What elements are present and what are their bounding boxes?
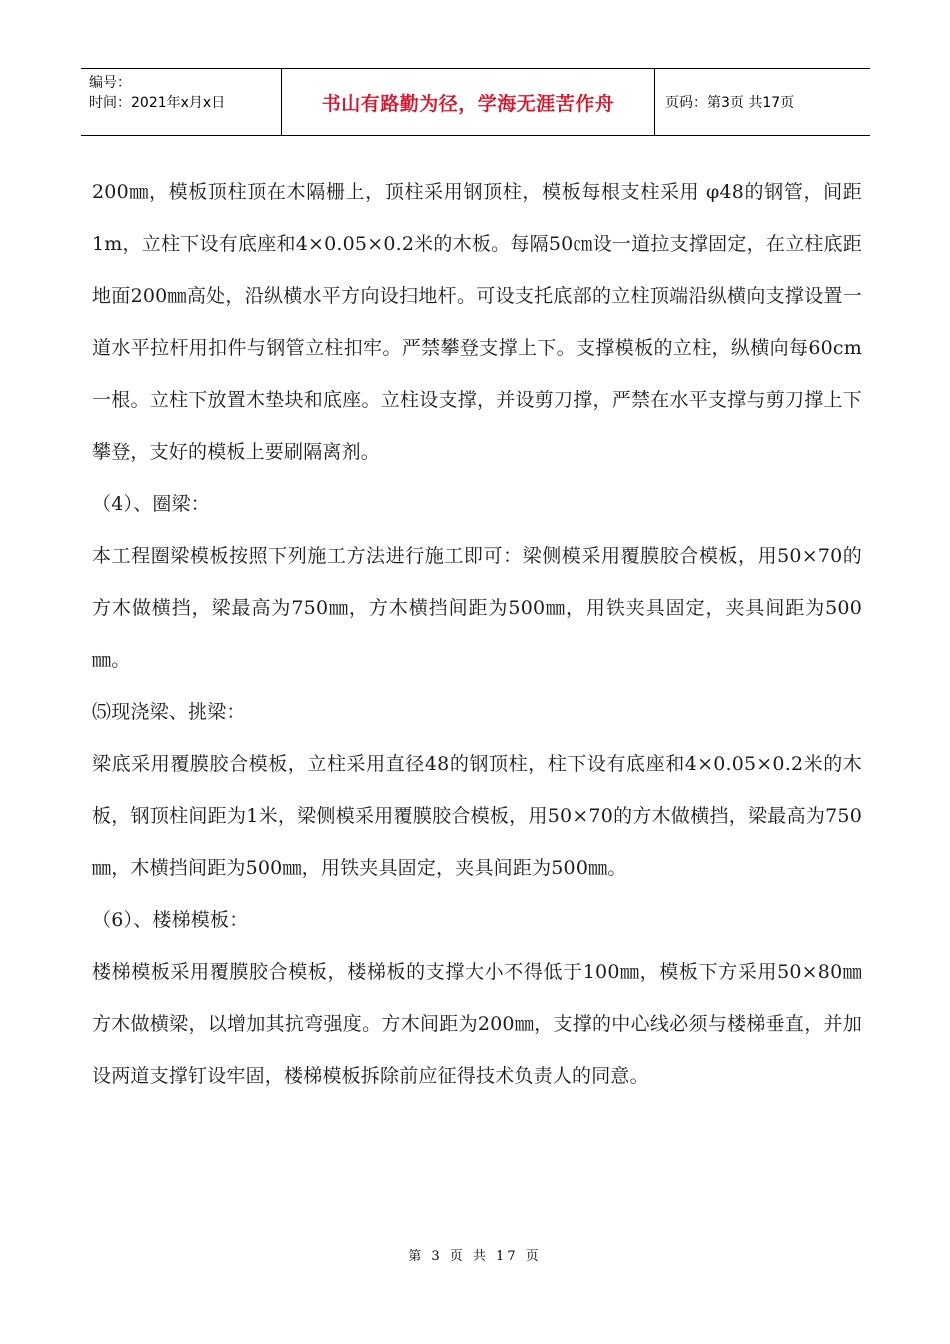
body-paragraph: 本工程圈梁模板按照下列施工方法进行施工即可：梁侧模采用覆膜胶合模板，用50×70的方木做横挡，梁最高为750㎜，方木横挡间距为500㎜，用铁夹具固定，夹具间距为500㎜。	[92, 545, 862, 671]
section-heading-stair-formwork: （6）、楼梯模板：	[92, 909, 249, 931]
header-meta	[81, 69, 282, 135]
page-footer: 第 3 页 共 17 页	[408, 1249, 542, 1264]
document-body	[92, 166, 862, 1102]
page-header	[81, 68, 870, 136]
section-heading-ring-beam: （4）、圈梁：	[92, 493, 210, 515]
header-page-number: 页码：第3页 共17页	[665, 95, 795, 111]
document-time-label: 时间：2021年x月x日	[89, 95, 226, 111]
section-heading-cast-beam: ⑸现浇梁、挑梁：	[92, 701, 246, 723]
header-slogan: 书山有路勤为径，学海无涯苦作舟	[282, 69, 655, 135]
body-paragraph: 200㎜，模板顶柱顶在木隔栅上，顶柱采用钢顶柱，模板每根支柱采用 φ48的钢管，间距1m，立柱下设有底座和4×0.05×0.2米的木板。每隔50㎝设一道拉支撑固定，在立柱底距地面200㎜高处，沿纵横水平方向设扫地杆。可设支托底部的立柱顶端沿纵横向支撑设置一道水平拉杆用扣件与钢管立柱扣牢。严禁攀登支撑上下。支撑模板的立柱，纵横向每60cm一根。立柱下放置木垫块和底座。立柱设支撑，并设剪刀撑，严禁在水平支撑与剪刀撑上下攀登，支好的模板上要刷隔离剂。	[92, 181, 862, 463]
document-number-label: 编号：	[89, 75, 131, 91]
body-paragraph: 梁底采用覆膜胶合模板，立柱采用直径48的钢顶柱，柱下设有底座和4×0.05×0.2米的木板，钢顶柱间距为1米，梁侧模采用覆膜胶合模板，用50×70的方木做横挡，梁最高为750㎜，木横挡间距为500㎜，用铁夹具固定，夹具间距为500㎜。	[92, 753, 862, 879]
body-paragraph: 楼梯模板采用覆膜胶合模板，楼梯板的支撑大小不得低于100㎜，模板下方采用50×80㎜方木做横梁，以增加其抗弯强度。方木间距为200㎜，支撑的中心线必须与楼梯垂直，并加设两道支撑钉设牢固，楼梯模板拆除前应征得技术负责人的同意。	[92, 961, 862, 1087]
